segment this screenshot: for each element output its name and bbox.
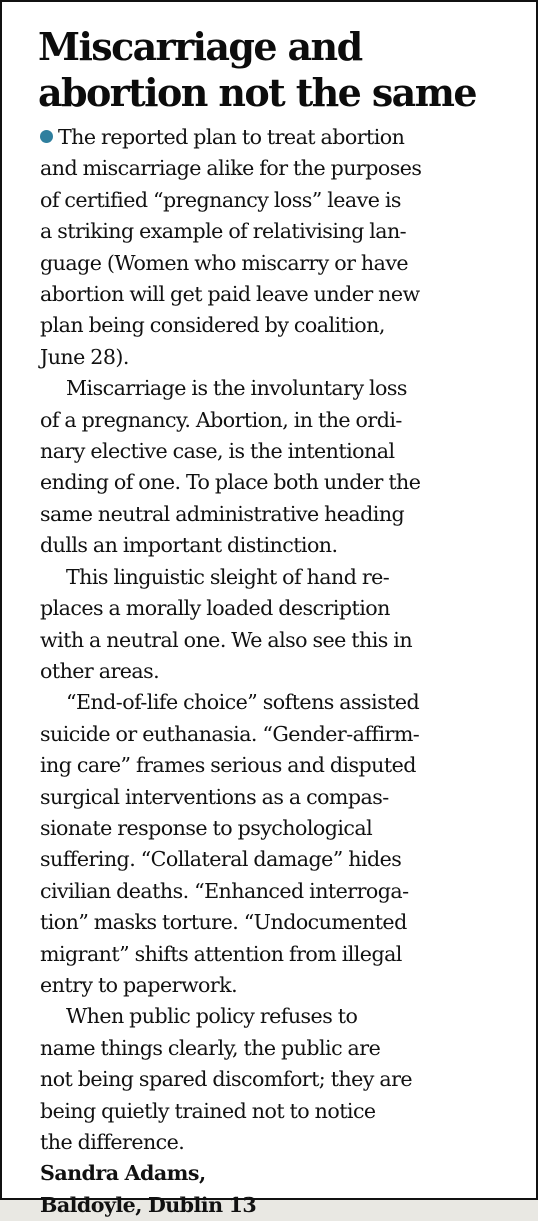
paragraph-line: abortion will get paid leave under new bbox=[40, 282, 420, 307]
paragraph-line: places a morally loaded description bbox=[40, 596, 390, 621]
paragraph-line: ending of one. To place both under the bbox=[40, 470, 421, 495]
author-name: Sandra Adams, bbox=[40, 1161, 206, 1186]
signature bbox=[40, 1158, 530, 1221]
paragraph-5 bbox=[40, 1001, 530, 1158]
paragraph-line: the difference. bbox=[40, 1130, 185, 1154]
paragraph-line: same neutral administrative heading bbox=[40, 501, 405, 526]
paragraph-line: dulls an important distinction. bbox=[40, 533, 338, 558]
paragraph-line: suicide or euthanasia. “Gender-affirm- bbox=[40, 721, 420, 746]
paragraph-line: of a pregnancy. Abortion, in the ordi- bbox=[40, 407, 402, 432]
letter-headline bbox=[38, 24, 530, 116]
paragraph-line: June 28). bbox=[40, 344, 129, 369]
paragraph-line: tion” masks torture. “Undocumented bbox=[40, 910, 407, 935]
paragraph-line: migrant” shifts attention from illegal bbox=[40, 941, 402, 966]
paragraph-line: nary elective case, is the intentional bbox=[40, 439, 395, 464]
paragraph-line: “End-of-life choice” softens assisted bbox=[66, 690, 420, 715]
bullet-dot-icon bbox=[40, 130, 53, 143]
paragraph-line: a striking example of relativising lan- bbox=[40, 219, 407, 244]
paragraph-1 bbox=[40, 122, 530, 373]
paragraph-line: When public policy refuses to bbox=[66, 1004, 358, 1029]
paragraph-3 bbox=[40, 562, 530, 688]
paragraph-line: other areas. bbox=[40, 658, 160, 683]
paragraph-line: surgical interventions as a compas- bbox=[40, 784, 389, 809]
paragraph-line: of certified “pregnancy loss” leave is bbox=[40, 187, 401, 212]
paragraph-line: guage (Women who miscarry or have bbox=[40, 250, 409, 275]
headline-line-2: abortion not the same bbox=[38, 70, 476, 115]
paragraph-line: plan being considered by coalition, bbox=[40, 313, 385, 338]
paragraph-line: suffering. “Collateral damage” hides bbox=[40, 847, 402, 872]
paragraph-line: This linguistic sleight of hand re- bbox=[66, 564, 390, 589]
paragraph-line bbox=[40, 122, 530, 153]
paragraph-line: ing care” frames serious and disputed bbox=[40, 753, 416, 778]
letter-body bbox=[40, 122, 530, 1221]
paragraph-line: not being spared discomfort; they are bbox=[40, 1067, 413, 1092]
paragraph-4 bbox=[40, 687, 530, 1001]
paragraph-line: and miscarriage alike for the purposes bbox=[40, 156, 422, 181]
headline-line-1: Miscarriage and bbox=[38, 24, 362, 69]
paragraph-line: name things clearly, the public are bbox=[40, 1035, 381, 1060]
author-location: Baldoyle, Dublin 13 bbox=[40, 1192, 257, 1217]
paragraph-line: being quietly trained not to notice bbox=[40, 1098, 376, 1123]
paragraph-line: with a neutral one. We also see this in bbox=[40, 627, 413, 652]
paragraph-2 bbox=[40, 373, 530, 561]
paragraph-line: sionate response to psychological bbox=[40, 815, 373, 840]
paragraph-line-text: The reported plan to treat abortion bbox=[58, 125, 405, 149]
paragraph-line: civilian deaths. “Enhanced interroga- bbox=[40, 878, 409, 903]
paragraph-line: Miscarriage is the involuntary loss bbox=[66, 376, 407, 401]
paragraph-line: entry to paperwork. bbox=[40, 972, 238, 997]
